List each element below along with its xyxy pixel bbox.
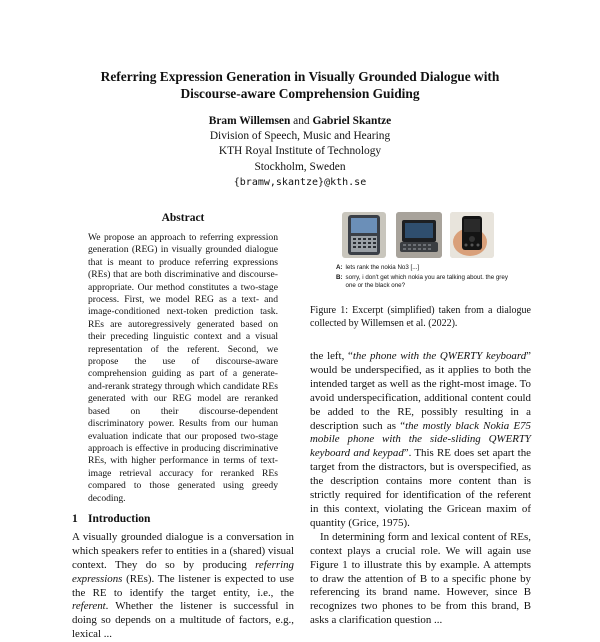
utterance-b: sorry, i don't get which nokia you are talking about. the grey one or the black one? [345, 274, 508, 289]
intro-emphasis-2: referent [72, 600, 106, 613]
title-line-2: Discourse-aware Comprehension Guiding [180, 86, 420, 101]
author-conjunction: and [293, 115, 310, 127]
author-names [100, 114, 500, 129]
intro-text-a: A visually grounded dialogue is a conversation in which speakers refer to entities in a (shared) visual context. They do so by producing [72, 530, 294, 571]
left-column [72, 212, 294, 642]
intro-text-b: (REs). The listener is expected to use the RE to identify the target entity, i.e., the [72, 572, 294, 599]
intro-emphasis-1: referring expressions [72, 558, 294, 585]
author-block [100, 114, 500, 190]
right-paragraph-2: In determining form and lexical content of REs, context plays a crucial role. We will again use Figure 1 to illustrate this by example. A attempts to draw the attention of B to a specific phone by referencing its brand name. However, since B recognizes two phones to be from this brand, B asks a clarification question ... [310, 530, 531, 627]
author-2: Gabriel Skantze [312, 115, 392, 127]
speaker-a: A: [336, 264, 343, 271]
phone-image-slider [396, 212, 442, 258]
section-heading-introduction [72, 513, 294, 525]
affiliation-2: KTH Royal Institute of Technology [218, 145, 382, 158]
figure-caption: Figure 1: Excerpt (simplified) taken from a dialogue collected by Willemsen et al. (2022). [310, 305, 531, 329]
section-number: 1 [72, 512, 78, 525]
speaker-b: B: [336, 274, 343, 281]
author-1: Bram Willemsen [208, 115, 291, 127]
utterance-a: lets rank the nokia No3 [...] [345, 264, 420, 271]
phone-image-hand [450, 212, 494, 258]
phone-image-qwerty [342, 212, 386, 258]
figure-1 [310, 212, 531, 304]
right-paragraph-1 [310, 350, 531, 531]
right-text-a: the left, “ [310, 350, 353, 362]
abstract-heading: Abstract [161, 212, 205, 224]
dialogue-turn-a [336, 264, 516, 272]
right-column [310, 212, 531, 628]
intro-paragraph [72, 531, 294, 642]
author-email: {bramw,skantze}@kth.se [233, 176, 367, 188]
right-text-c: ”. This RE does set apart the target from the distractors, but is overspecified, as the description contains more content than is strictly required for identification of the referent in this context, violating the Gricean maxim of quantity (Grice, 1975). [310, 447, 531, 529]
dialogue-turn-b [336, 274, 516, 290]
right-emphasis-2: the mostly black Nokia E75 mobile phone with the side-sliding QWERTY keyboard and keypad [310, 419, 531, 460]
section-title: Introduction [88, 512, 151, 525]
right-text-b: ” would be underspecified, as it applies to both the intended target as well as the right-most image. To avoid underspecification, additional content could be added to the RE, possibly resulting in a description such as “ [310, 350, 531, 432]
affiliation-1: Division of Speech, Music and Hearing [209, 130, 391, 143]
figure-dialogue [336, 264, 516, 292]
intro-text-c: . Whether the listener is successful in doing so depends on a multitude of factors, e.g., lexical ... [72, 600, 294, 641]
title-line-1: Referring Expression Generation in Visually Grounded Dialogue with [100, 69, 500, 84]
right-emphasis-1: the phone with the QWERTY keyboard [352, 350, 527, 362]
affiliation-3: Stockholm, Sweden [254, 160, 346, 173]
abstract-text: We propose an approach to referring expression generation (REG) in visually grounded dialogue that is meant to produce referring expressions (REs) that are both discriminative and discourse-appropriate. Our method constitutes a two-stage process. First, we model REG as a text- and image-conditioned next-token prediction task. REs are autoregressively generated based on their preceding linguistic context and a visual representation of the referent. Second, we propose the use of discourse-aware comprehension guiding as part of a generate-and-rerank strategy through which candidate REs generated with our REG model are reranked based on their discourse-dependent discriminatory power. Results from our human evaluation indicate that our proposed two-stage approach is effective in producing discriminative REs, with higher performance in terms of text-image retrieval accuracy for reranked REs compared to those generated using greedy decoding. [88, 232, 278, 504]
right-body [310, 350, 531, 628]
paper-title [40, 68, 560, 102]
